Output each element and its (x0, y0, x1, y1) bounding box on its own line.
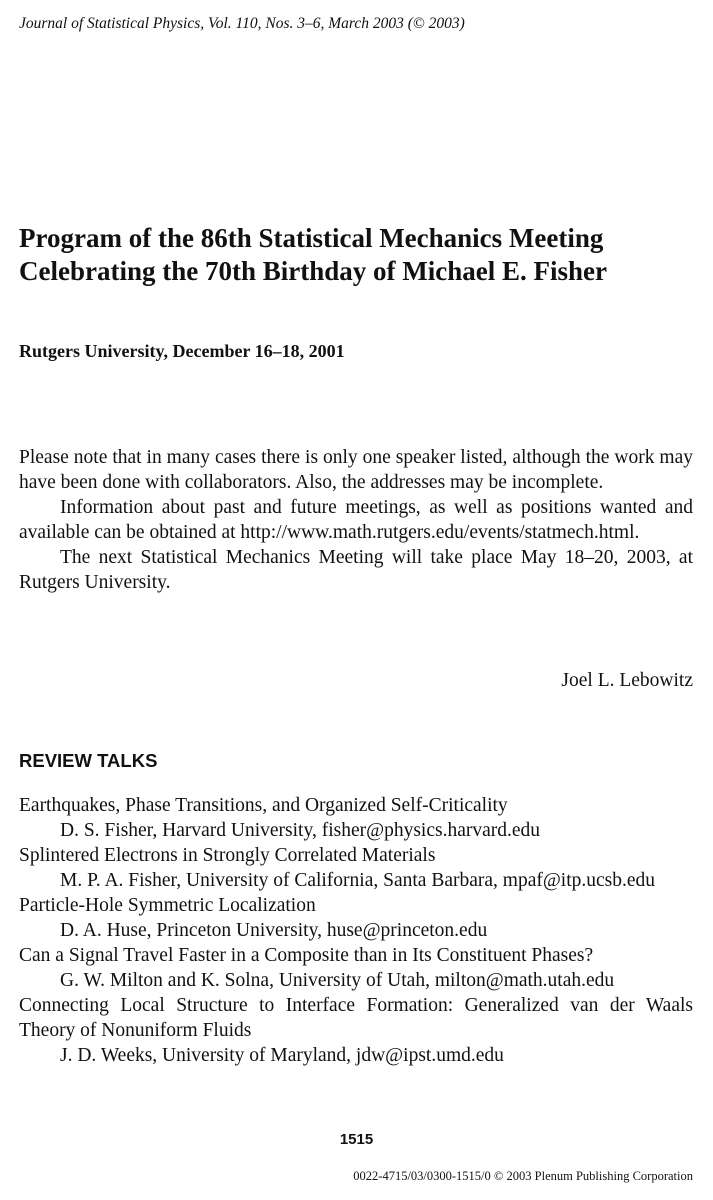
talk-title: Splintered Electrons in Strongly Correlated Materials (19, 845, 436, 866)
journal-header: Journal of Statistical Physics, Vol. 110, Nos. 3–6, March 2003 (© 2003) (19, 15, 465, 32)
copyright-line: 0022-4715/03/0300-1515/0 © 2003 Plenum Publishing Corporation (353, 1169, 693, 1183)
talk-title: Can a Signal Travel Faster in a Composite than in Its Constituent Phases? (19, 945, 594, 966)
talk-speaker: D. S. Fisher, Harvard University, fisher@physics.harvard.edu (60, 820, 541, 841)
talk-item (19, 993, 693, 1068)
talk-speaker: J. D. Weeks, University of Maryland, jdw@ipst.umd.edu (60, 1045, 504, 1066)
title-line-1: Program of the 86th Statistical Mechanics Meeting (19, 223, 604, 253)
page-title (19, 222, 699, 288)
talk-speaker: M. P. A. Fisher, University of California, Santa Barbara, mpaf@itp.ucsb.edu (60, 870, 656, 891)
venue-line: Rutgers University, December 16–18, 2001 (19, 341, 345, 361)
title-line-2: Celebrating the 70th Birthday of Michael E. Fisher (19, 256, 607, 286)
intro-text (19, 445, 693, 595)
page-number: 1515 (339, 1131, 374, 1148)
talk-item (19, 943, 693, 993)
talk-speaker: G. W. Milton and K. Solna, University of Utah, milton@math.utah.edu (60, 970, 615, 991)
talk-title: Earthquakes, Phase Transitions, and Organized Self-Criticality (19, 795, 508, 816)
talk-title: Connecting Local Structure to Interface Formation: Generalized van der Waals Theory of Nonuniform Fluids (19, 995, 693, 1041)
section-heading: REVIEW TALKS (19, 750, 158, 771)
intro-paragraph-2: Information about past and future meetings, as well as positions wanted and available can be obtained at http://www.math.rutgers.edu/events/statmech.html. (19, 497, 693, 543)
talk-list (19, 793, 693, 1068)
signature: Joel L. Lebowitz (561, 670, 693, 691)
talk-title: Particle-Hole Symmetric Localization (19, 895, 316, 916)
talk-item (19, 843, 693, 893)
talk-item (19, 793, 693, 843)
talk-speaker: D. A. Huse, Princeton University, huse@princeton.edu (60, 920, 488, 941)
intro-paragraph-1: Please note that in many cases there is only one speaker listed, although the work may have been done with collaborators. Also, the addresses may be incomplete. (19, 447, 693, 493)
talk-item (19, 893, 693, 943)
intro-paragraph-3: The next Statistical Mechanics Meeting will take place May 18–20, 2003, at Rutgers University. (19, 547, 693, 593)
